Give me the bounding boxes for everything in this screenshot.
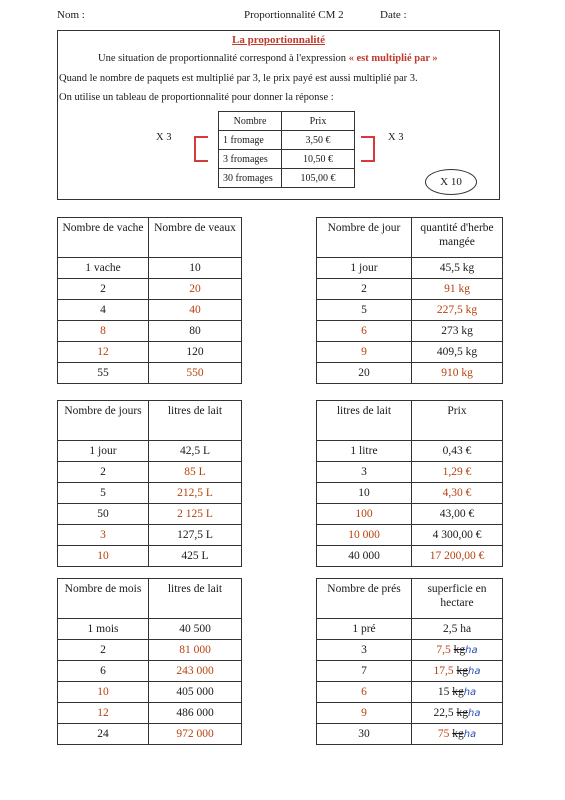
table-cell: 7: [317, 661, 412, 682]
table-cell: 45,5 kg: [412, 258, 503, 279]
table-cell: 80: [149, 321, 242, 342]
answer-cell: 17 200,00 €: [412, 546, 503, 567]
table-cell: 20: [317, 363, 412, 384]
table-3-right-header-2: superficie en hectare: [412, 579, 503, 619]
table-1-left-header-2: Nombre de veaux: [149, 218, 242, 258]
answer-cell: [412, 640, 503, 661]
handwritten-unit: ha: [465, 645, 478, 656]
exercise-table-2: [57, 400, 503, 567]
answer-cell: 100: [317, 504, 412, 525]
table-cell: 3: [317, 462, 412, 483]
example-cell: 1 fromage: [219, 131, 282, 150]
table-cell: 409,5 kg: [412, 342, 503, 363]
answer-cell: 40: [149, 300, 242, 321]
crossed-unit: kg: [453, 644, 466, 656]
example-cell: 3 fromages: [219, 150, 282, 169]
crossed-unit: kg: [452, 686, 464, 698]
table-cell: 120: [149, 342, 242, 363]
date-label: Date :: [380, 9, 407, 21]
answer-cell: 20: [149, 279, 242, 300]
cell-value: 22,5: [433, 707, 454, 719]
example-cell: 3,50 €: [282, 131, 355, 150]
table-gap: [242, 218, 317, 384]
example-cell: 10,50 €: [282, 150, 355, 169]
table-cell: 5: [317, 300, 412, 321]
example-cell: 105,00 €: [282, 169, 355, 188]
crossed-unit: kg: [452, 728, 464, 740]
table-cell: 2: [58, 640, 149, 661]
table-cell: 2: [58, 279, 149, 300]
times-three-right-label: X 3: [388, 132, 404, 143]
table-cell: [412, 703, 503, 724]
exercise-table-1: [57, 217, 503, 384]
table-cell: 30: [317, 724, 412, 745]
lesson-line-1-text: Une situation de proportionnalité correspond à l'expression: [98, 53, 349, 64]
answer-cell: 10: [58, 682, 149, 703]
lesson-line-2: Quand le nombre de paquets est multiplié par 3, le prix payé est aussi multiplié par 3.: [59, 73, 418, 84]
lesson-box: [57, 30, 500, 200]
table-cell: 5: [58, 483, 149, 504]
table-2-right-header-2: Prix: [412, 401, 503, 441]
table-cell: 2,5 ha: [412, 619, 503, 640]
table-2-right-header-1: litres de lait: [317, 401, 412, 441]
name-label: Nom :: [57, 9, 85, 21]
answer-cell: [412, 661, 503, 682]
table-cell: 273 kg: [412, 321, 503, 342]
answer-cell: 243 000: [149, 661, 242, 682]
answer-cell: 212,5 L: [149, 483, 242, 504]
answer-value: 75: [437, 728, 450, 740]
times-three-left-label: X 3: [156, 132, 172, 143]
table-cell: 1 pré: [317, 619, 412, 640]
handwritten-unit: ha: [463, 729, 477, 740]
table-cell: 2: [58, 462, 149, 483]
table-cell: 425 L: [149, 546, 242, 567]
answer-cell: 81 000: [149, 640, 242, 661]
table-cell: 42,5 L: [149, 441, 242, 462]
answer-cell: 91 kg: [412, 279, 503, 300]
answer-cell: 10: [58, 546, 149, 567]
worksheet-title: Proportionnalité CM 2: [244, 9, 344, 21]
left-bracket-arrow: [194, 136, 208, 162]
table-2-left-header-2: litres de lait: [149, 401, 242, 441]
table-cell: 50: [58, 504, 149, 525]
answer-cell: 8: [58, 321, 149, 342]
crossed-unit: kg: [456, 665, 469, 677]
table-cell: 1 litre: [317, 441, 412, 462]
cell-value: 15: [437, 686, 450, 698]
table-cell: 24: [58, 724, 149, 745]
table-cell: 6: [58, 661, 149, 682]
table-cell: 2: [317, 279, 412, 300]
table-3-left-header-2: litres de lait: [149, 579, 242, 619]
table-cell: 127,5 L: [149, 525, 242, 546]
exercise-table-3: [57, 578, 503, 745]
table-3-left-header-1: Nombre de mois: [58, 579, 149, 619]
answer-cell: 1,29 €: [412, 462, 503, 483]
example-table: [218, 111, 355, 188]
table-cell: 1 vache: [58, 258, 149, 279]
lesson-line-3: On utilise un tableau de proportionnalité pour donner la réponse :: [59, 92, 334, 103]
answer-cell: 3: [58, 525, 149, 546]
table-cell: 1 mois: [58, 619, 149, 640]
table-cell: 4 300,00 €: [412, 525, 503, 546]
handwritten-unit: ha: [468, 666, 481, 677]
right-bracket-arrow: [361, 136, 375, 162]
answer-cell: 10 000: [317, 525, 412, 546]
crossed-unit: kg: [456, 707, 469, 719]
answer-cell: 12: [58, 342, 149, 363]
table-cell: 10: [149, 258, 242, 279]
answer-cell: 6: [317, 682, 412, 703]
answer-cell: [412, 724, 503, 745]
table-cell: 40 000: [317, 546, 412, 567]
answer-cell: 12: [58, 703, 149, 724]
answer-cell: 6: [317, 321, 412, 342]
lesson-line-1: [98, 53, 438, 64]
table-cell: 0,43 €: [412, 441, 503, 462]
table-cell: 55: [58, 363, 149, 384]
table-gap: [242, 579, 317, 745]
table-2-left-header-1: Nombre de jours: [58, 401, 149, 441]
example-header-prix: Prix: [282, 112, 355, 131]
answer-cell: 972 000: [149, 724, 242, 745]
table-cell: 1 jour: [317, 258, 412, 279]
example-cell: 30 fromages: [219, 169, 282, 188]
answer-cell: 227,5 kg: [412, 300, 503, 321]
answer-cell: 85 L: [149, 462, 242, 483]
table-1-right-header-1: Nombre de jour: [317, 218, 412, 258]
table-1-right-header-2: quantité d'herbe mangée: [412, 218, 503, 258]
handwritten-unit: ha: [463, 687, 477, 698]
times-ten-ellipse: X 10: [425, 169, 477, 195]
answer-value: 7,5: [436, 644, 451, 656]
answer-value: 17,5: [433, 665, 454, 677]
table-3-right-header-1: Nombre de prés: [317, 579, 412, 619]
answer-cell: 2 125 L: [149, 504, 242, 525]
example-header-nombre: Nombre: [219, 112, 282, 131]
handwritten-unit: ha: [468, 708, 481, 719]
table-cell: 40 500: [149, 619, 242, 640]
table-cell: 1 jour: [58, 441, 149, 462]
answer-cell: 9: [317, 342, 412, 363]
table-cell: 405 000: [149, 682, 242, 703]
table-cell: 3: [317, 640, 412, 661]
table-gap: [242, 401, 317, 567]
answer-cell: 910 kg: [412, 363, 503, 384]
table-cell: [412, 682, 503, 703]
table-cell: 486 000: [149, 703, 242, 724]
table-cell: 4: [58, 300, 149, 321]
answer-cell: 4,30 €: [412, 483, 503, 504]
table-cell: 43,00 €: [412, 504, 503, 525]
table-cell: 10: [317, 483, 412, 504]
lesson-line-1-emphasis: « est multiplié par »: [348, 53, 438, 64]
table-1-left-header-1: Nombre de vache: [58, 218, 149, 258]
lesson-title: La proportionnalité: [231, 34, 325, 46]
answer-cell: 9: [317, 703, 412, 724]
answer-cell: 550: [149, 363, 242, 384]
